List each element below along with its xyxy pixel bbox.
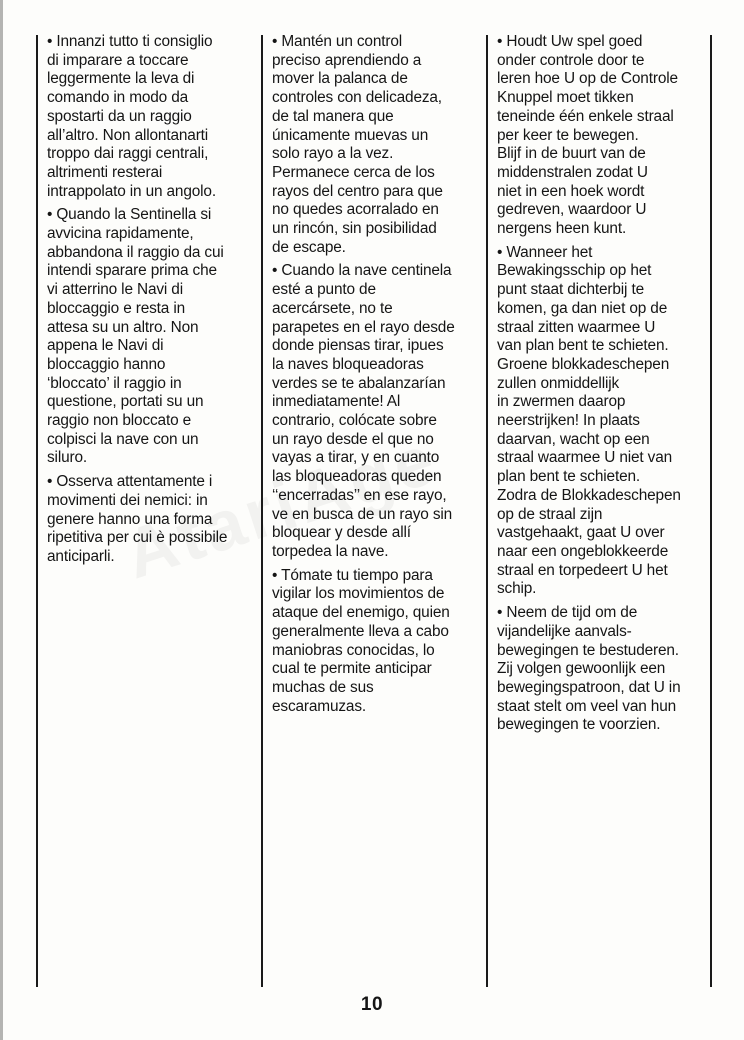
text-line: contrario, colócate sobre [272, 412, 437, 430]
text-line: la naves bloqueadoras [272, 355, 424, 373]
text-line: cual te permite anticipar [272, 660, 432, 678]
text-line: bloccaggio e resta in [47, 299, 186, 317]
text-line: punt staat dichterbij te [497, 281, 644, 299]
text-line: appena le Navi di [47, 337, 164, 355]
text-line: Zodra de Blokkadeschepen [497, 486, 681, 504]
text-line: altrimenti resterai [47, 163, 163, 181]
text-line: bewegingspatroon, dat U in [497, 678, 681, 696]
text-line: Bewakingsschip op het [497, 262, 652, 280]
text-line: schip. [497, 580, 537, 598]
paragraph [47, 473, 252, 567]
text-line: Zij volgen gewoonlijk een [497, 660, 666, 678]
text-line: intendi sparare prima che [47, 262, 217, 280]
text-line: naar een ongeblokkeerde [497, 542, 669, 560]
text-line: verdes se te abalanzarían [272, 374, 446, 392]
text-line: leren hoe U op de Controle [497, 70, 678, 88]
text-line: bewegingen te voorzien. [497, 716, 661, 734]
paragraph [272, 33, 482, 257]
text-line: di imparare a toccare [47, 51, 189, 69]
text-line: Groene blokkadeschepen [497, 355, 670, 373]
text-line: inmediatamente! Al [272, 393, 401, 411]
text-line: maniobras conocidas, lo [272, 641, 435, 659]
text-line: • Neem de tijd om de [497, 604, 638, 622]
text-line: • Tómate tu tiempo para [272, 566, 433, 584]
text-line: donde piensas tirar, ipues [272, 337, 444, 355]
text-line: gedreven, waardoor U [497, 201, 647, 219]
text-line: per keer te bewegen. [497, 126, 639, 144]
text-line: bewegingen te bestuderen. [497, 641, 679, 659]
text-line: troppo dai raggi centrali, [47, 145, 209, 163]
text-line: bloccaggio hanno [47, 355, 166, 373]
text-line: van plan bent te schieten. [497, 337, 669, 355]
text-line: comando in modo da [47, 89, 189, 107]
text-line: parapetes en el rayo desde [272, 318, 455, 336]
text-line: ‘‘encerradas’’ en ese rayo, [272, 486, 447, 504]
text-line: niet in een hoek wordt [497, 182, 645, 200]
text-line: • Houdt Uw spel goed [497, 33, 643, 50]
text-line: solo rayo a la vez. [272, 145, 394, 163]
text-line: preciso aprendiendo a [272, 51, 422, 69]
text-line: únicamente muevas un [272, 126, 429, 144]
column-rule-left [36, 35, 38, 987]
text-line: vijandelijke aanvals- [497, 622, 632, 640]
text-line: straal zitten waarmee U [497, 318, 656, 336]
text-line: torpedea la nave. [272, 542, 389, 560]
text-line: • Mantén un control [272, 33, 403, 50]
paragraph [47, 33, 252, 201]
column-rule-1 [261, 35, 263, 987]
column-dutch [497, 33, 709, 740]
text-line: vastgehaakt, gaat U over [497, 524, 665, 542]
text-line: vigilar los movimientos de [272, 585, 445, 603]
text-line: plan bent te schieten. [497, 468, 641, 486]
paragraph [497, 604, 709, 735]
paragraph [497, 33, 709, 239]
text-line: abbandona il raggio da cui [47, 243, 224, 261]
text-line: straal en torpedeert U het [497, 561, 668, 579]
text-line: no quedes acorralado en [272, 201, 439, 219]
column-rule-2 [486, 35, 488, 987]
text-line: zullen onmiddellijk [497, 374, 620, 392]
column-spanish [272, 33, 482, 721]
text-line: intrappolato in un angolo. [47, 182, 216, 200]
text-line: nergens heen kunt. [497, 220, 627, 238]
text-line: • Quando la Sentinella si [47, 206, 212, 224]
paragraph [497, 244, 709, 599]
text-line: onder controle door te [497, 51, 645, 69]
text-line: escaramuzas. [272, 697, 367, 715]
text-line: neerstrijken! In plaats [497, 412, 640, 430]
text-line: avvicina rapidamente, [47, 225, 194, 243]
text-line: op de straal zijn [497, 505, 603, 523]
column-italian [47, 33, 252, 572]
text-line: vayas a tirar, y en cuanto [272, 449, 440, 467]
text-line: colpisci la nave con un [47, 430, 199, 448]
text-line: generalmente lleva a cabo [272, 622, 449, 640]
text-line: genere hanno una forma [47, 510, 213, 528]
text-line: muchas de sus [272, 678, 374, 696]
text-line: rayos del centro para que [272, 182, 443, 200]
text-line: questione, portati su un [47, 393, 204, 411]
text-line: Blijf in de buurt van de [497, 145, 646, 163]
text-line: movimenti dei nemici: in [47, 491, 208, 509]
text-line: komen, ga dan niet op de [497, 299, 668, 317]
paragraph [272, 262, 482, 561]
text-line: ripetitiva per cui è possibile [47, 529, 228, 547]
text-line: ve en busca de un rayo sin [272, 505, 453, 523]
text-line: all’altro. Non allontanarti [47, 126, 209, 144]
text-line: spostarti da un raggio [47, 107, 192, 125]
text-line: • Osserva attentamente i [47, 473, 213, 491]
text-line: Knuppel moet tikken [497, 89, 634, 107]
text-line: ‘bloccato’ il raggio in [47, 374, 182, 392]
text-line: de tal manera que [272, 107, 394, 125]
text-line: teneinde één enkele straal [497, 107, 674, 125]
paragraph [272, 567, 482, 717]
text-line: staat stelt om veel van hun [497, 697, 677, 715]
text-line: • Cuando la nave centinela [272, 262, 452, 280]
text-line: • Innanzi tutto ti consiglio [47, 33, 213, 50]
text-line: bloquear y desde allí [272, 524, 411, 542]
text-line: mover la palanca de [272, 70, 408, 88]
text-line: anticiparli. [47, 547, 115, 565]
text-line: Permanece cerca de los [272, 163, 435, 181]
text-line: raggio non bloccato e [47, 412, 192, 430]
page-number: 10 [360, 994, 384, 1015]
text-line: attesa su un altro. Non [47, 318, 199, 336]
text-line: • Wanneer het [497, 243, 593, 261]
text-line: las bloqueadoras queden [272, 468, 442, 486]
text-line: controles con delicadeza, [272, 89, 442, 107]
text-line: un rincón, sin posibilidad [272, 220, 437, 238]
paragraph [47, 206, 252, 468]
text-line: esté a punto de [272, 281, 376, 299]
column-rule-right [710, 35, 712, 987]
text-line: acercársete, no te [272, 299, 393, 317]
text-line: vi atterrino le Navi di [47, 281, 183, 299]
text-line: ataque del enemigo, quien [272, 604, 450, 622]
text-line: daarvan, wacht op een [497, 430, 650, 448]
text-line: leggermente la leva di [47, 70, 195, 88]
page-edge-shadow [0, 0, 3, 1040]
text-line: in zwermen daarop [497, 393, 626, 411]
text-line: straal waarmee U niet van [497, 449, 673, 467]
text-line: siluro. [47, 449, 88, 467]
text-line: de escape. [272, 238, 346, 256]
text-line: middenstralen zodat U [497, 163, 648, 181]
text-line: un rayo desde el que no [272, 430, 434, 448]
